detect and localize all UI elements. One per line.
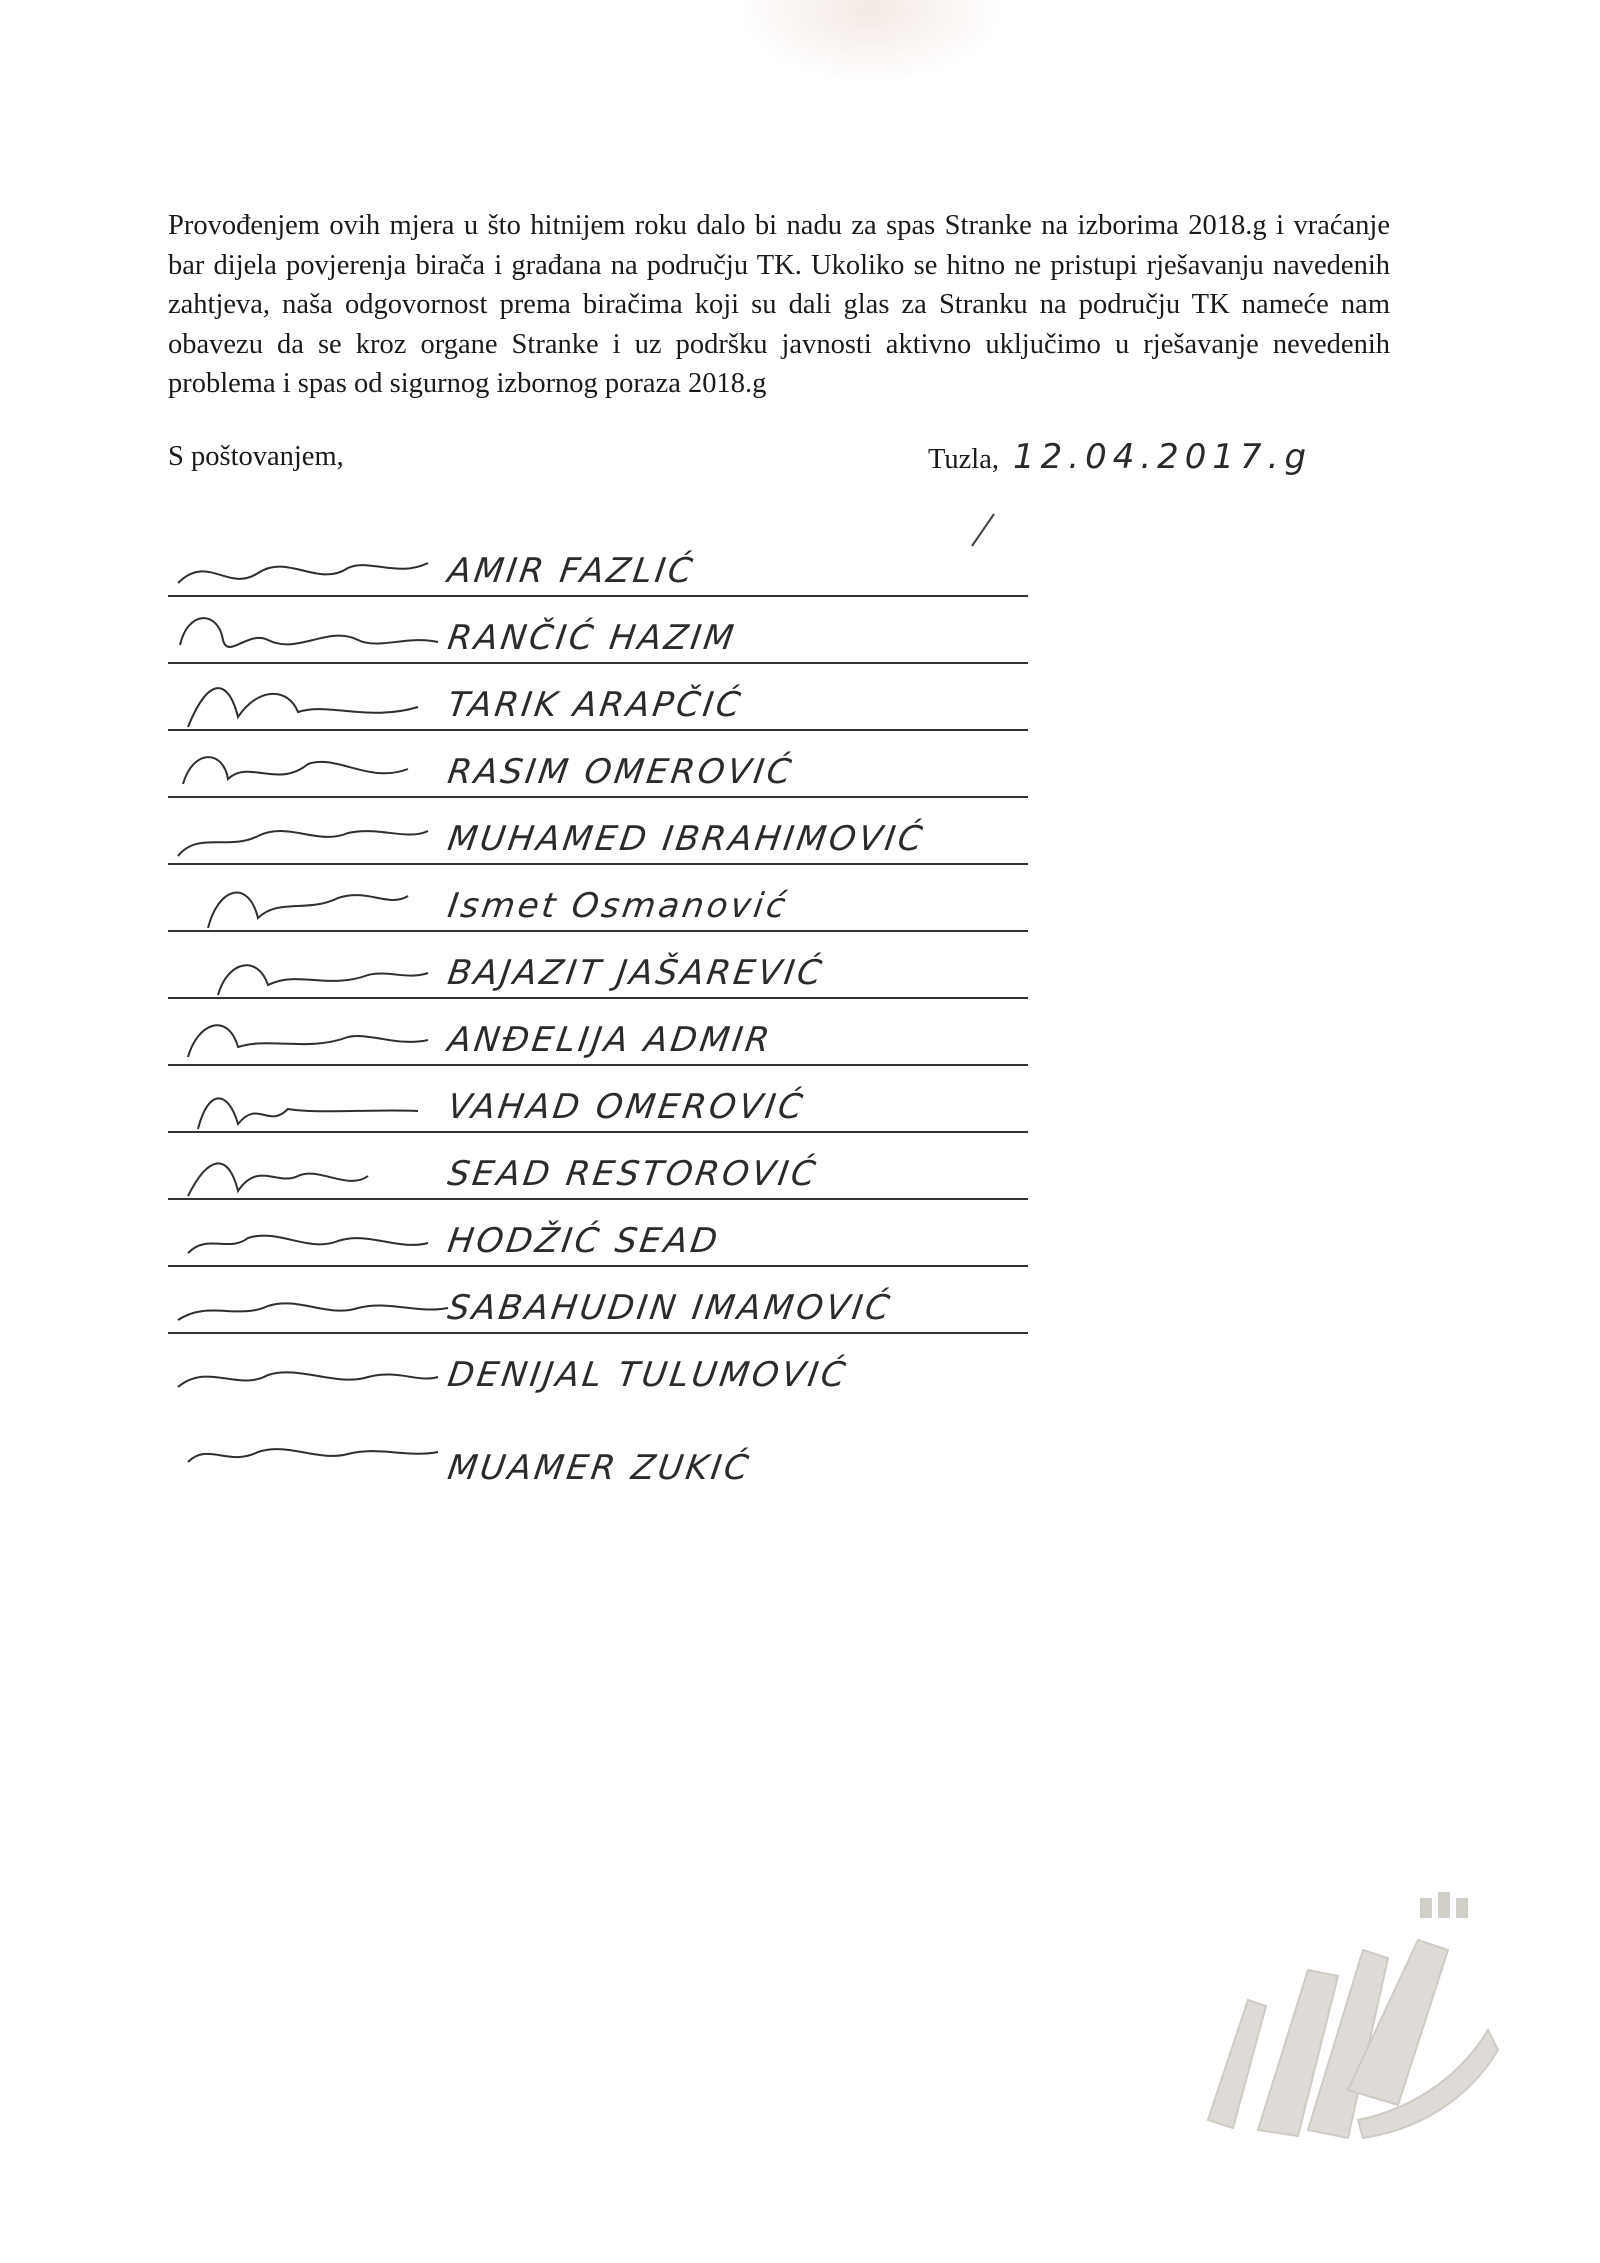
signatory-name: MUAMER ZUKIĆ [445,1448,754,1488]
signature-row [168,1401,1028,1488]
handwritten-signature-icon [168,1203,458,1273]
signatory-name: SABAHUDIN IMAMOVIĆ [445,1288,895,1328]
handwritten-signature-icon [168,935,458,1005]
signature-row [168,865,1028,932]
handwritten-signature-icon [168,1412,458,1482]
paper-stain [740,0,1000,80]
signature-row [168,1066,1028,1133]
signatory-name: TARIK ARAPČIĆ [445,685,746,725]
signature-row [168,1334,1028,1401]
signatory-name: HODŽIĆ SEAD [445,1221,723,1261]
signatory-name: VAHAD OMEROVIĆ [445,1087,808,1127]
letter-paragraph: Provođenjem ovih mjera u što hitnijem roku dalo bi nadu za spas Stranke na izborima 2018.g i vraćanje bar dijela povjerenja birača i građana na području TK. Ukoliko se hitno ne pristupi rješavanju navedenih zahtjeva, naša odgovornost prema biračima koji su dali glas za Stranku na području TK nameće nam obavezu da se kroz organe Stranke i uz podršku javnosti aktivno uključimo u rješavanje nevedenih problema i spas od sigurnog izbornog poraza 2018.g [168,210,1390,399]
handwritten-signature-icon [168,801,458,871]
handwritten-signature-icon [168,1270,458,1340]
signatory-name: DENIJAL TULUMOVIĆ [445,1355,851,1395]
handwritten-signature-icon [168,1002,458,1072]
signature-row [168,1200,1028,1267]
signature-row [168,932,1028,999]
signature-row [168,999,1028,1066]
signatory-name: RASIM OMEROVIĆ [445,752,797,792]
handwritten-signature-icon [168,533,458,603]
signature-row [168,798,1028,865]
letter-body [168,206,1390,404]
signatory-name: ANĐELIJA ADMIR [445,1020,775,1060]
signature-row [168,1133,1028,1200]
signatory-name: AMIR FAZLIĆ [445,551,698,591]
signatory-name: Ismet Osmanović [445,886,791,926]
greeting: S poštovanjem, [168,441,344,472]
handwritten-signature-icon [168,1136,458,1206]
signatory-name: MUHAMED IBRAHIMOVIĆ [445,819,928,859]
handwritten-signature-icon [168,734,458,804]
handwritten-date: 12.04.2017.g [1013,437,1313,477]
signature-row [168,597,1028,664]
place-label: Tuzla, [928,444,999,475]
handwritten-signature-icon [168,600,458,670]
tv-logo-watermark-icon [1188,1880,1518,2140]
handwritten-signature-icon [168,667,458,737]
signature-row [168,731,1028,798]
handwritten-signature-icon [168,1337,458,1407]
signature-row [168,664,1028,731]
signatory-name: BAJAZIT JAŠAREVIĆ [445,953,827,993]
signatory-name: RANČIĆ HAZIM [445,618,739,658]
place-and-date [928,437,1312,480]
handwritten-signature-icon [168,868,458,938]
signature-row [168,530,1028,597]
signatory-name: SEAD RESTOROVIĆ [445,1154,821,1194]
handwritten-signature-icon [168,1069,458,1139]
signature-row [168,1267,1028,1334]
